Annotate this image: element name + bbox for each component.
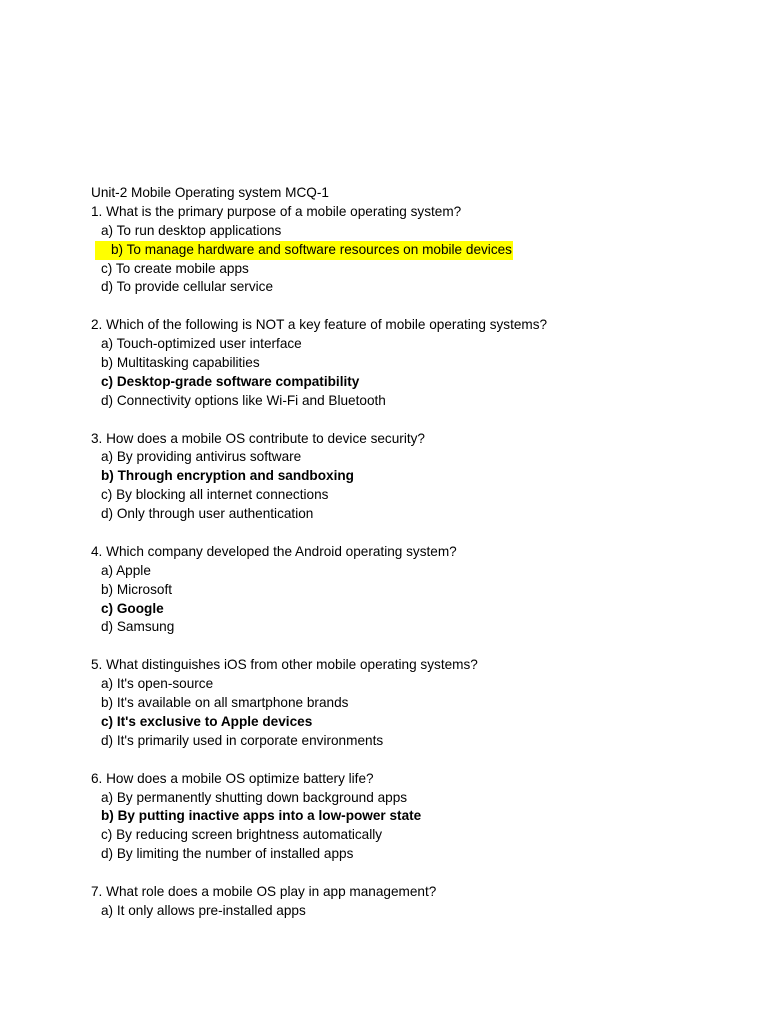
document-title: Unit-2 Mobile Operating system MCQ-1 [91,185,329,200]
option-c-answer: c) It's exclusive to Apple devices [101,713,313,729]
question-block-3 [91,430,751,524]
option-d: d) To provide cellular service [101,279,274,295]
option-b-answer: b) Through encryption and sandboxing [101,468,354,484]
question-block-7 [91,883,751,921]
question-block-5 [91,656,751,750]
question-block-6 [91,770,751,864]
question-text: 4. Which company developed the Android operating system? [91,543,457,559]
spacer [91,524,751,543]
option-b-highlighted-answer [91,241,751,260]
option-b-answer: b) By putting inactive apps into a low-power state [101,808,422,824]
option-a: a) By permanently shutting down background apps [101,789,408,805]
option-d: d) Only through user authentication [101,506,314,522]
option-c: c) To create mobile apps [101,260,249,276]
question-text: 2. Which of the following is NOT a key feature of mobile operating systems? [91,317,548,333]
option-d: d) It's primarily used in corporate environments [101,732,384,748]
option-c: c) By reducing screen brightness automatically [101,827,383,843]
spacer [91,637,751,656]
question-block-2 [91,316,751,410]
option-a: a) It only allows pre-installed apps [101,902,306,918]
question-text: 1. What is the primary purpose of a mobile operating system? [91,203,462,219]
question-text: 3. How does a mobile OS contribute to device security? [91,430,425,446]
option-b: b) Multitasking capabilities [101,355,260,371]
answer-highlight: b) To manage hardware and software resources on mobile devices [95,241,513,260]
document-body [91,184,751,921]
option-a: a) Apple [101,562,151,578]
question-block-1 [91,203,751,297]
option-d: d) By limiting the number of installed apps [101,846,354,862]
option-d: d) Connectivity options like Wi-Fi and Bluetooth [101,392,386,408]
option-a: a) By providing antivirus software [101,449,302,465]
option-c-answer: c) Google [101,600,164,616]
question-block-4 [91,543,751,637]
option-a: a) To run desktop applications [101,222,282,238]
question-text: 6. How does a mobile OS optimize battery life? [91,770,374,786]
spacer [91,297,751,316]
question-text: 5. What distinguishes iOS from other mobile operating systems? [91,657,478,673]
option-d: d) Samsung [101,619,175,635]
spacer [91,411,751,430]
option-a: a) Touch-optimized user interface [101,336,302,352]
option-c: c) By blocking all internet connections [101,487,329,503]
question-text: 7. What role does a mobile OS play in app management? [91,883,437,899]
spacer [91,751,751,770]
spacer [91,864,751,883]
option-a: a) It's open-source [101,676,214,692]
option-c-answer: c) Desktop-grade software compatibility [101,373,360,389]
option-b: b) It's available on all smartphone brands [101,695,349,711]
option-b: b) Microsoft [101,581,173,597]
